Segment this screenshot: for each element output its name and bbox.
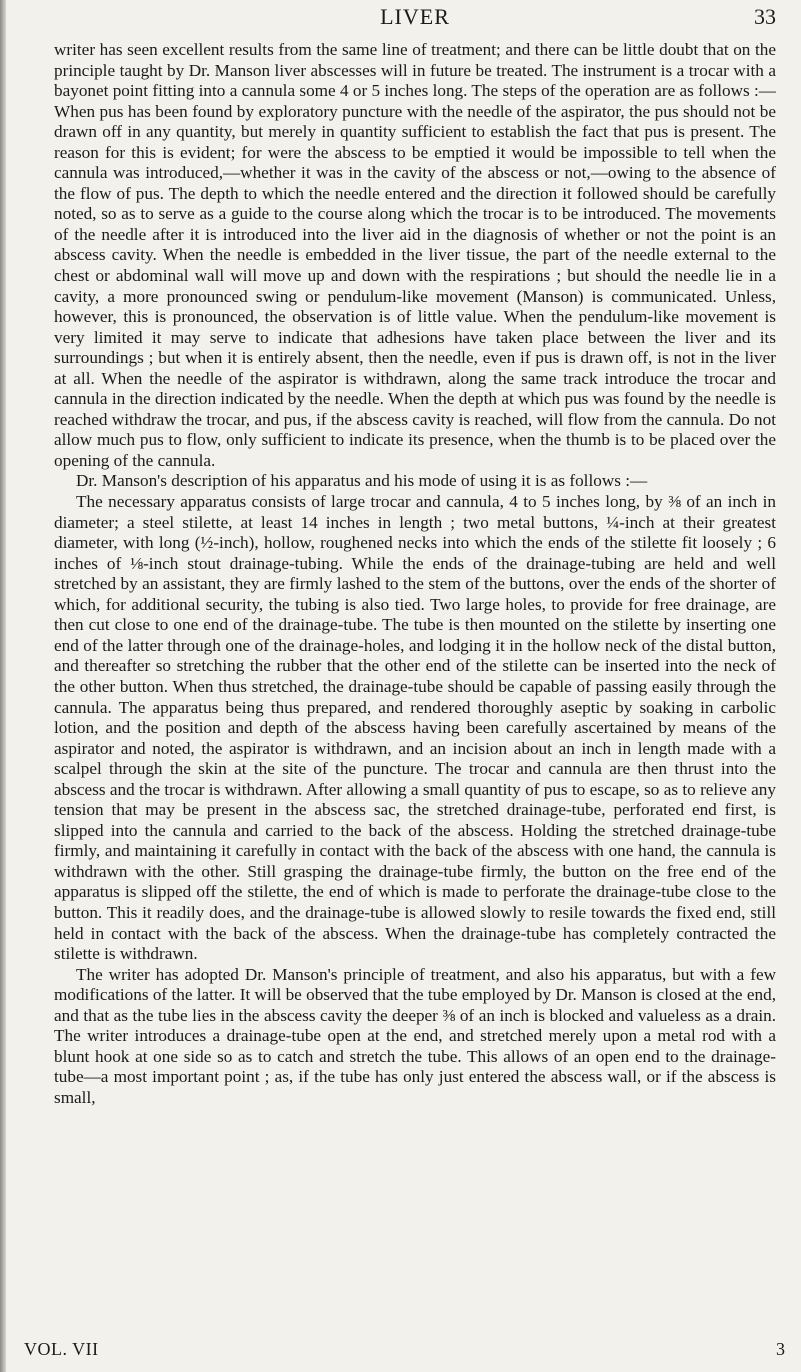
paragraph-continuation: writer has seen excellent results from the same line of treatment; and there can be little doubt that on the principle taught by Dr. Manson liver abscesses will in future be treated. The instrument is a trocar with a bayonet point fitting into a cannula some 4 or 5 inches long. The steps of the operation are as follows :—When pus has been found by exploratory puncture with the needle of the aspirator, the pus should not be drawn off in any quantity, but merely in quantity sufficient to establish the fact that pus is present. The reason for this is evident; for were the abscess to be emptied it would be impossible to tell when the cannula was introduced,—whether it was in the cavity of the abscess or not,—owing to the absence of the flow of pus. The depth to which the needle entered and the direction it followed should be carefully noted, so as to serve as a guide to the course along which the trocar is to be introduced. The movements of the needle after it is introduced into the liver aid in the diagnosis of whether or not the point is an abscess cavity. When the needle is embedded in the liver tissue, the part of the needle external to the chest or abdominal wall will move up and down with the respirations ; but should the needle lie in a cavity, a more pronounced swing or pendulum-like movement (Manson) is communicated. Unless, however, this is pronounced, the observation is of little value. When the pendulum-like movement is very limited it may serve to indicate that adhesions have taken place between the liver and its surroundings ; but when it is entirely absent, then the needle, even if pus is drawn off, is not in the liver at all. When the needle of the aspirator is withdrawn, along the same track introduce the trocar and cannula in the direction indicated by the needle. When the depth at which pus was found by the needle is reached withdraw the trocar, and pus, if the abscess cavity is reached, will flow from the cannula. Do not allow much pus to flow, only sufficient to indicate its presence, when the thumb is to be placed over the opening of the cannula. (54, 40, 776, 470)
paragraph-apparatus: The necessary apparatus consists of large trocar and cannula, 4 to 5 inches long, by ⅜ of an inch in diameter; a steel stilette, at least 14 inches in length ; two metal buttons, ¼-inch at their greatest diameter, with long (½-inch), hollow, roughened necks into which the ends of the stilette fit loosely ; 6 inches of ⅛-inch stout drainage-tubing. While the ends of the drainage-tubing are held and well stretched by an assistant, they are firmly lashed to the stem of the buttons, over the ends of the shorter of which, for additional security, the tubing is also tied. Two large holes, to provide for free drainage, are then cut close to one end of the drainage-tube. The tube is then mounted on the stilette by inserting one end of the latter through one of the drainage-holes, and lodging it in the hollow neck of the distal button, and thereafter so stretching the rubber that the other end of the stilette can be inserted into the neck of the other button. When thus stretched, the drainage-tube should be capable of passing easily through the cannula. The apparatus being thus prepared, and rendered thoroughly aseptic by soaking in carbolic lotion, and the position and depth of the abscess having been carefully ascertained by means of the aspirator and noted, the aspirator is withdrawn, and an incision about an inch in length made with a scalpel through the skin at the site of the puncture. The trocar and cannula are then thrust into the abscess and the trocar is withdrawn. After allowing a small quantity of pus to escape, so as to relieve any tension that may be present in the abscess sac, the stretched drainage-tube, perforated end first, is slipped into the cannula and carried to the back of the abscess. Holding the stretched drainage-tube firmly, and maintaining it carefully in contact with the back of the abscess with one hand, the cannula is withdrawn with the other. Still grasping the drainage-tube firmly, the button on the free end of the apparatus is slipped off the stilette, the end of which is made to perforate the drainage-tube close to the button. This it readily does, and the drainage-tube is allowed slowly to resile towards the fixed end, still held in contact with the back of the abscess. When the drainage-tube has completely contracted the stilette is withdrawn. (54, 492, 776, 964)
volume-label: VOL. VII (24, 1339, 99, 1359)
page-footer (24, 1339, 801, 1363)
running-head: LIVER (380, 4, 450, 29)
signature-mark: 3 (776, 1339, 785, 1359)
book-page (54, 0, 776, 1372)
page-header (54, 0, 776, 40)
page-spine-shadow (0, 0, 6, 1372)
page-number: 33 (754, 4, 776, 29)
paragraph-manson-intro: Dr. Manson's description of his apparatus and his mode of using it is as follows :— (76, 471, 648, 491)
paragraph-modifications: The writer has adopted Dr. Manson's principle of treatment, and also his apparatus, but with a few modifications of the latter. It will be observed that the tube employed by Dr. Manson is closed at the end, and that as the tube lies in the abscess cavity the deeper ⅜ of an inch is blocked and valueless as a drain. The writer introduces a drainage-tube open at the end, and stretched merely upon a metal rod with a blunt hook at one side so as to catch and stretch the tube. This allows of an open end to the drainage-tube—a most important point ; as, if the tube has only just entered the abscess wall, or if the abscess is small, (54, 964, 776, 1107)
body-text (54, 40, 776, 1108)
